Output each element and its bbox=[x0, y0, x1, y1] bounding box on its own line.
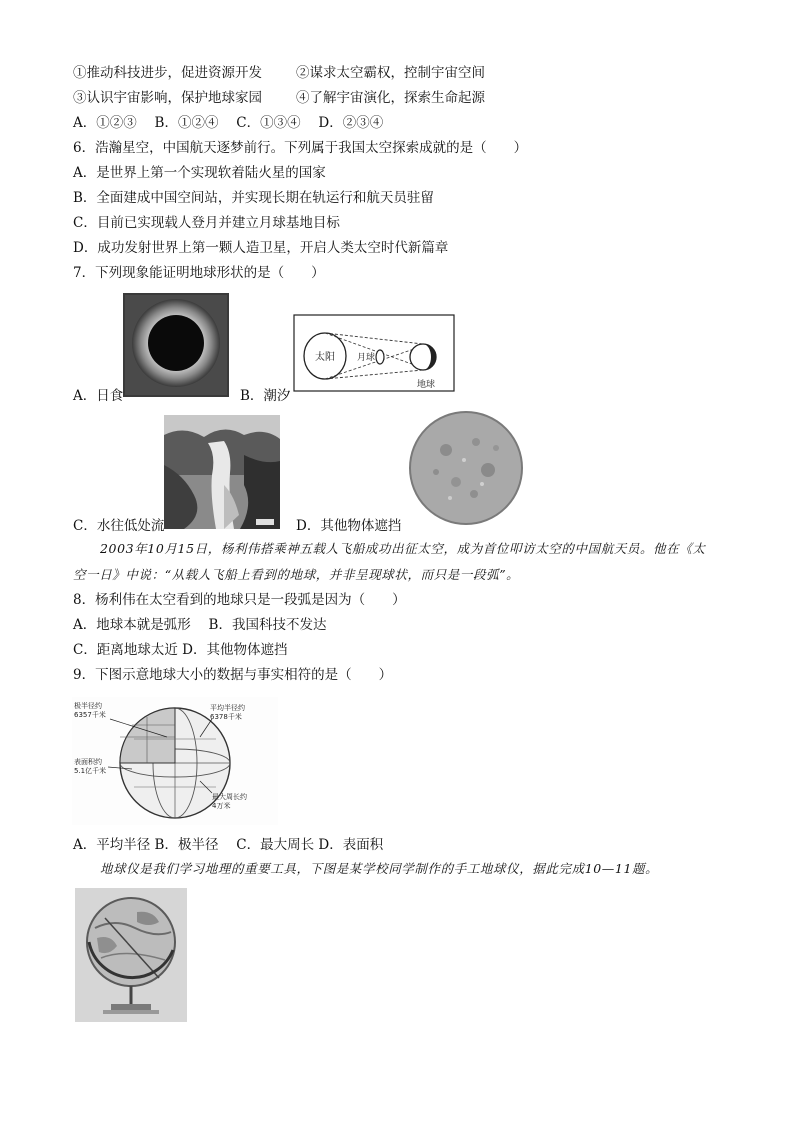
q8-options-cd: C．距离地球太近 D．其他物体遮挡 bbox=[73, 642, 288, 658]
q7-option-c: C．水往低处流 bbox=[73, 518, 165, 534]
q9-stem: 9．下图示意地球大小的数据与事实相符的是（ ） bbox=[73, 667, 393, 683]
q5-choices: A．①②③ B．①②④ C．①③④ D．②③④ bbox=[73, 115, 384, 131]
circumference-value: 4万米 bbox=[212, 802, 231, 810]
solar-eclipse-image bbox=[123, 293, 229, 397]
earth-size-diagram bbox=[72, 697, 278, 825]
q5-option-1: ①推动科技进步，促进资源开发 bbox=[73, 65, 262, 81]
q8-options-ab: A．地球本就是弧形 B．我国科技不发达 bbox=[73, 617, 327, 633]
passage-yang-liwei-line-1: 2003年10月15日，杨利伟搭乘神五载人飞船成功出征太空，成为首位叩访太空的中国航天员。他在《太 bbox=[100, 541, 706, 556]
sun-moon-earth-diagram bbox=[293, 314, 455, 396]
q7-stem: 7．下列现象能证明地球形状的是（ ） bbox=[73, 265, 325, 281]
q6-option-a: A．是世界上第一个实现软着陆火星的国家 bbox=[73, 165, 326, 181]
q6-stem: 6．浩瀚星空，中国航天逐梦前行。下列属于我国太空探索成就的是（ ） bbox=[73, 140, 528, 156]
circumference-label: 最大周长约 bbox=[212, 793, 247, 801]
q7-option-b: B．潮汐 bbox=[240, 388, 291, 404]
q5-option-2: ②谋求太空霸权，控制宇宙空间 bbox=[296, 65, 485, 81]
q7-option-a: A．日食 bbox=[73, 388, 124, 404]
moon-surface-image bbox=[406, 410, 526, 526]
polar-radius-label: 极半径约 bbox=[74, 702, 102, 710]
mean-radius-value: 6378千米 bbox=[210, 713, 242, 721]
q6-option-d: D．成功发射世界上第一颗人造卫星，开启人类太空时代新篇章 bbox=[73, 240, 449, 256]
waterfall-image bbox=[164, 415, 280, 529]
passage-globe: 地球仪是我们学习地理的重要工具，下图是某学校同学制作的手工地球仪，据此完成10—11题。 bbox=[100, 861, 659, 876]
q6-option-b: B．全面建成中国空间站，并实现长期在轨运行和航天员驻留 bbox=[73, 190, 434, 206]
q6-option-c: C．目前已实现载人登月并建立月球基地目标 bbox=[73, 215, 340, 231]
surface-area-value: 5.1亿千米 bbox=[74, 767, 107, 775]
q5-option-4: ④了解宇宙演化，探索生命起源 bbox=[296, 90, 485, 106]
q5-option-3: ③认识宇宙影响，保护地球家园 bbox=[73, 90, 262, 106]
earth-label: 地球 bbox=[417, 380, 436, 390]
q9-choices: A．平均半径 B．极半径 C．最大周长 D．表面积 bbox=[73, 837, 384, 853]
q8-stem: 8．杨利伟在太空看到的地球只是一段弧是因为（ ） bbox=[73, 592, 406, 608]
polar-radius-value: 6357千米 bbox=[74, 711, 106, 719]
q7-option-d: D．其他物体遮挡 bbox=[296, 518, 402, 534]
moon-label: 月球 bbox=[357, 353, 376, 363]
passage-yang-liwei-line-2: 空一日》中说：“从载人飞船上看到的地球，并非呈现球状，而只是一段弧”。 bbox=[73, 567, 520, 582]
handmade-globe-image bbox=[75, 888, 187, 1022]
mean-radius-label: 平均半径约 bbox=[210, 704, 245, 712]
sun-label: 太阳 bbox=[315, 352, 335, 363]
surface-area-label: 表面积约 bbox=[74, 758, 102, 766]
